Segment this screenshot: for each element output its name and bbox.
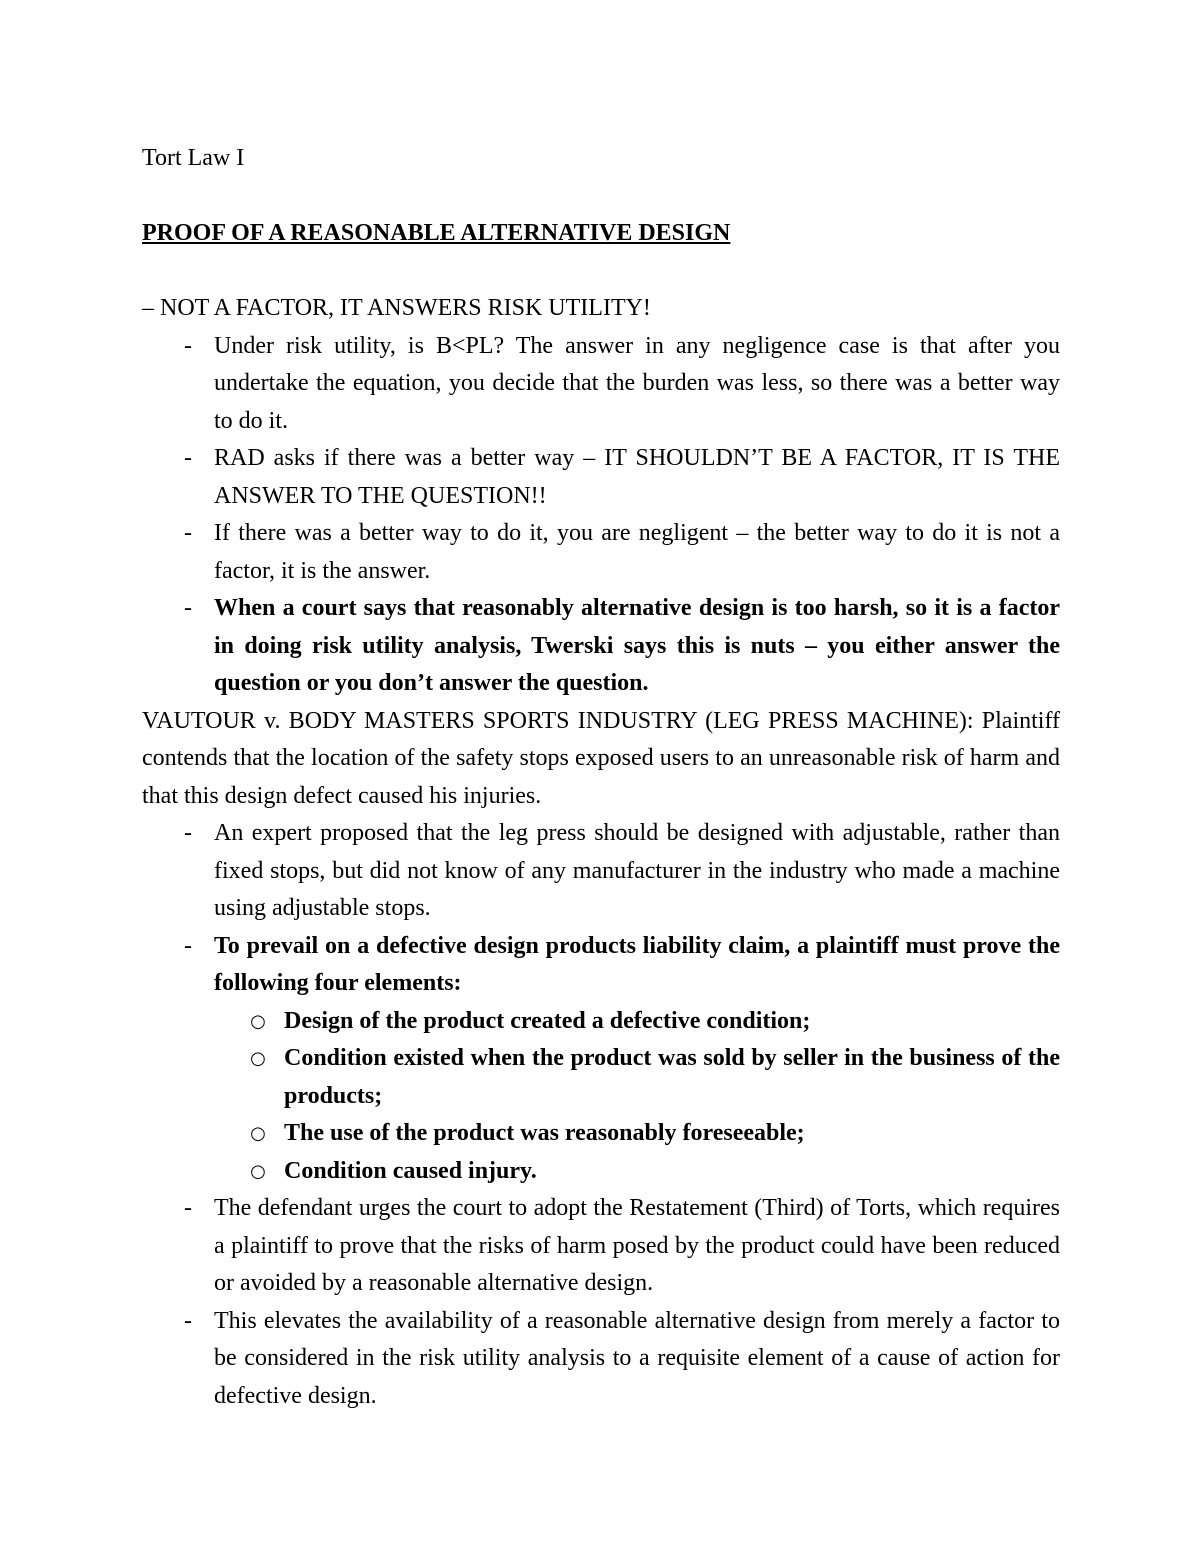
list-item xyxy=(142,515,1060,590)
dash-bullet: - xyxy=(184,1195,192,1221)
element-text: Condition caused injury. xyxy=(284,1157,537,1184)
rad-points-list xyxy=(142,328,1060,703)
case-points-list xyxy=(142,815,1060,1415)
dash-bullet: - xyxy=(184,445,192,471)
section-heading: PROOF OF A REASONABLE ALTERNATIVE DESIGN xyxy=(142,220,731,246)
dash-bullet: - xyxy=(184,520,192,546)
intro-line: – NOT A FACTOR, IT ANSWERS RISK UTILITY! xyxy=(142,295,651,321)
circle-bullet-icon: ○ xyxy=(250,1048,266,1069)
list-item-text: If there was a better way to do it, you are negligent – the better way to do it is not a factor, it is the answer. xyxy=(214,520,1060,584)
list-item-text: This elevates the availability of a reasonable alternative design from merely a factor to be considered in the risk utility analysis to a requisite element of a cause of action for defective design. xyxy=(214,1307,1060,1409)
circle-bullet-icon: ○ xyxy=(250,1123,266,1144)
list-item-text: Under risk utility, is B<PL? The answer in any negligence case is that after you undertake the equation, you decide that the burden was less, so there was a better way to do it. xyxy=(214,332,1060,434)
list-item xyxy=(142,328,1060,441)
circle-bullet-icon: ○ xyxy=(250,1010,266,1032)
list-item xyxy=(142,1190,1060,1303)
list-item-text: When a court says that reasonably alternative design is too harsh, so it is a factor in doing risk utility analysis, Twerski says this is nuts – you either answer the question or you don’t answer the question. xyxy=(214,595,1060,696)
list-item xyxy=(142,590,1060,703)
dash-bullet: - xyxy=(184,932,192,959)
case-paragraph: VAUTOUR v. BODY MASTERS SPORTS INDUSTRY (LEG PRESS MACHINE): Plaintiff contends that the location of the safety stops exposed users to an unreasonable risk of harm and that this design defect caused his injuries. xyxy=(142,707,1060,809)
element-item xyxy=(214,1003,1060,1041)
element-text: Design of the product created a defective condition; xyxy=(284,1007,811,1034)
circle-bullet-icon: ○ xyxy=(250,1160,266,1182)
element-text: The use of the product was reasonably foreseeable; xyxy=(284,1120,805,1146)
element-item xyxy=(214,1040,1060,1115)
list-item-text: The defendant urges the court to adopt the Restatement (Third) of Torts, which requires a plaintiff to prove that the risks of harm posed by the product could have been reduced or avoided by a reasonable alternative design. xyxy=(214,1195,1060,1296)
dash-bullet: - xyxy=(184,332,192,359)
element-text: Condition existed when the product was sold by seller in the business of the products; xyxy=(284,1045,1060,1109)
dash-bullet: - xyxy=(184,595,192,621)
element-item xyxy=(214,1153,1060,1191)
list-item-text: An expert proposed that the leg press should be designed with adjustable, rather than fixed stops, but did not know of any manufacturer in the industry who made a machine using adjustable stops. xyxy=(214,820,1060,921)
elements-list xyxy=(214,1003,1060,1191)
document-body xyxy=(142,140,1060,1415)
element-item xyxy=(214,1115,1060,1153)
course-title: Tort Law I xyxy=(142,145,245,171)
list-item xyxy=(142,928,1060,1191)
dash-bullet: - xyxy=(184,820,192,846)
list-item xyxy=(142,1303,1060,1416)
list-item xyxy=(142,440,1060,515)
list-item-text: RAD asks if there was a better way – IT SHOULDN’T BE A FACTOR, IT IS THE ANSWER TO THE QUESTION!! xyxy=(214,445,1060,509)
dash-bullet: - xyxy=(184,1307,192,1334)
list-item-text: To prevail on a defective design products liability claim, a plaintiff must prove the following four elements: xyxy=(214,932,1060,996)
list-item xyxy=(142,815,1060,928)
